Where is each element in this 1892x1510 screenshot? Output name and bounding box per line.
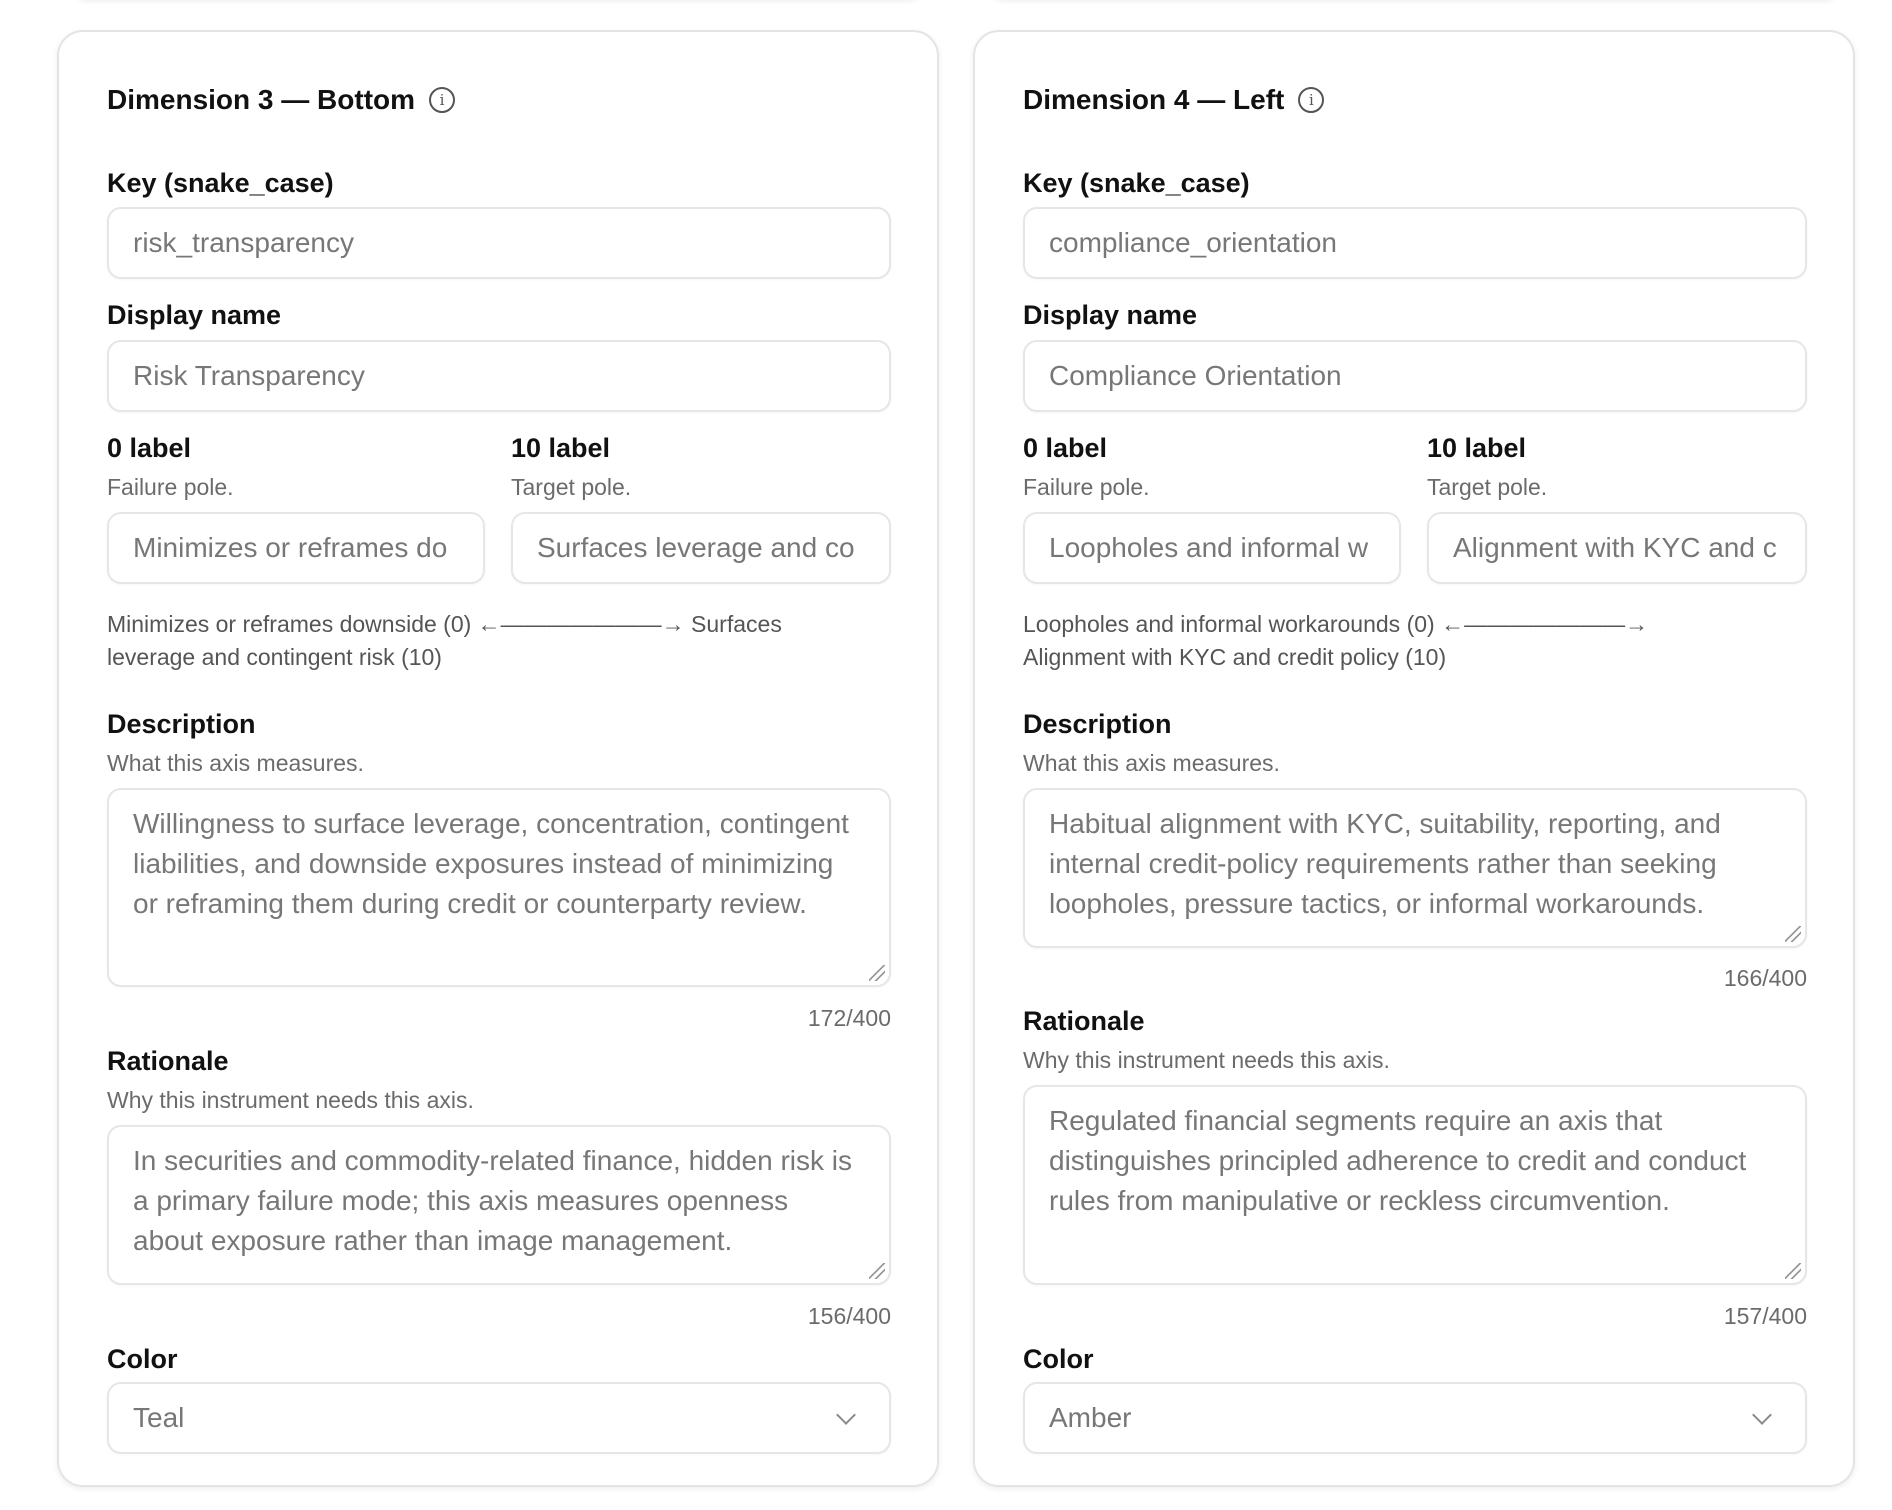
rationale-char-count: 157/400 bbox=[1723, 1303, 1807, 1329]
description-char-count: 166/400 bbox=[1723, 965, 1807, 991]
card-title bbox=[1023, 84, 1324, 116]
card-title-text: Dimension 4 — Left bbox=[1023, 84, 1285, 115]
info-icon[interactable]: i bbox=[1298, 87, 1324, 113]
rationale-textarea[interactable] bbox=[1023, 1085, 1807, 1285]
color-select[interactable] bbox=[107, 1382, 891, 1454]
zero-label-help: Failure pole. bbox=[1023, 474, 1150, 500]
ten-label-help: Target pole. bbox=[1427, 474, 1548, 500]
axis-preview-line-2: Alignment with KYC and credit policy (10) bbox=[1023, 644, 1447, 670]
resize-handle[interactable] bbox=[869, 1263, 885, 1279]
ten-label-input[interactable]: Alignment with KYC and c bbox=[1427, 512, 1807, 584]
color-select-value: Teal bbox=[133, 1402, 185, 1433]
zero-label-heading: 0 label bbox=[1023, 433, 1108, 463]
resize-handle[interactable] bbox=[1785, 926, 1801, 942]
rationale-label: Rationale bbox=[1023, 1006, 1145, 1036]
axis-preview bbox=[107, 608, 891, 674]
axis-preview-line-2: leverage and contingent risk (10) bbox=[107, 644, 442, 670]
description-char-count: 172/400 bbox=[807, 1005, 891, 1031]
description-text: Willingness to surface leverage, concentration, contingent liabilities, and downside exposures instead of minimizing or reframing them during credit or counterparty review. bbox=[133, 808, 849, 919]
zero-label-help: Failure pole. bbox=[107, 474, 234, 500]
description-help: What this axis measures. bbox=[1023, 750, 1280, 776]
description-label: Description bbox=[107, 709, 256, 739]
description-help: What this axis measures. bbox=[107, 750, 364, 776]
ten-label-heading: 10 label bbox=[511, 433, 611, 463]
chevron-down-icon bbox=[1752, 1405, 1772, 1425]
description-text: Habitual alignment with KYC, suitability, reporting, and internal credit-policy requirements rather than seeking loopholes, pressure tactics, or informal workarounds. bbox=[1049, 808, 1721, 919]
key-input[interactable]: risk_transparency bbox=[107, 207, 891, 279]
dimension-card-3 bbox=[57, 30, 939, 1487]
display-name-label: Display name bbox=[107, 300, 282, 330]
key-label: Key (snake_case) bbox=[107, 168, 334, 198]
rationale-text: Regulated financial segments require an axis that distinguishes principled adherence to credit and conduct rules from manipulative or reckless circumvention. bbox=[1049, 1105, 1747, 1216]
description-textarea[interactable] bbox=[107, 788, 891, 987]
ten-label-input[interactable]: Surfaces leverage and co bbox=[511, 512, 891, 584]
display-name-label: Display name bbox=[1023, 300, 1198, 330]
axis-preview-line-1: Minimizes or reframes downside (0) ←———————→ Surfaces bbox=[107, 611, 782, 637]
rationale-char-count: 156/400 bbox=[807, 1303, 891, 1329]
resize-handle[interactable] bbox=[869, 965, 885, 981]
color-label: Color bbox=[107, 1344, 178, 1374]
rationale-help: Why this instrument needs this axis. bbox=[1023, 1047, 1390, 1073]
dimension-card-4 bbox=[973, 30, 1855, 1487]
rationale-textarea[interactable] bbox=[107, 1125, 891, 1285]
description-label: Description bbox=[1023, 709, 1172, 739]
info-icon[interactable]: i bbox=[429, 87, 455, 113]
axis-preview-line-1: Loopholes and informal workarounds (0) ←———————→ bbox=[1023, 611, 1649, 637]
ten-label-heading: 10 label bbox=[1427, 433, 1527, 463]
rationale-help: Why this instrument needs this axis. bbox=[107, 1087, 474, 1113]
rationale-text: In securities and commodity-related finance, hidden risk is a primary failure mode; this axis measures openness about exposure rather than image management. bbox=[133, 1145, 853, 1256]
description-textarea[interactable] bbox=[1023, 788, 1807, 948]
rationale-label: Rationale bbox=[107, 1046, 229, 1076]
display-name-input[interactable]: Risk Transparency bbox=[107, 340, 891, 412]
zero-label-input[interactable]: Loopholes and informal w bbox=[1023, 512, 1401, 584]
zero-label-heading: 0 label bbox=[107, 433, 192, 463]
color-select-value: Amber bbox=[1049, 1402, 1132, 1433]
resize-handle[interactable] bbox=[1785, 1263, 1801, 1279]
color-select[interactable] bbox=[1023, 1382, 1807, 1454]
card-title bbox=[107, 84, 455, 116]
color-label: Color bbox=[1023, 1344, 1094, 1374]
display-name-input[interactable]: Compliance Orientation bbox=[1023, 340, 1807, 412]
chevron-down-icon bbox=[836, 1405, 856, 1425]
axis-preview bbox=[1023, 608, 1807, 674]
key-label: Key (snake_case) bbox=[1023, 168, 1250, 198]
ten-label-help: Target pole. bbox=[511, 474, 632, 500]
key-input[interactable]: compliance_orientation bbox=[1023, 207, 1807, 279]
zero-label-input[interactable]: Minimizes or reframes do bbox=[107, 512, 485, 584]
card-title-text: Dimension 3 — Bottom bbox=[107, 84, 416, 115]
